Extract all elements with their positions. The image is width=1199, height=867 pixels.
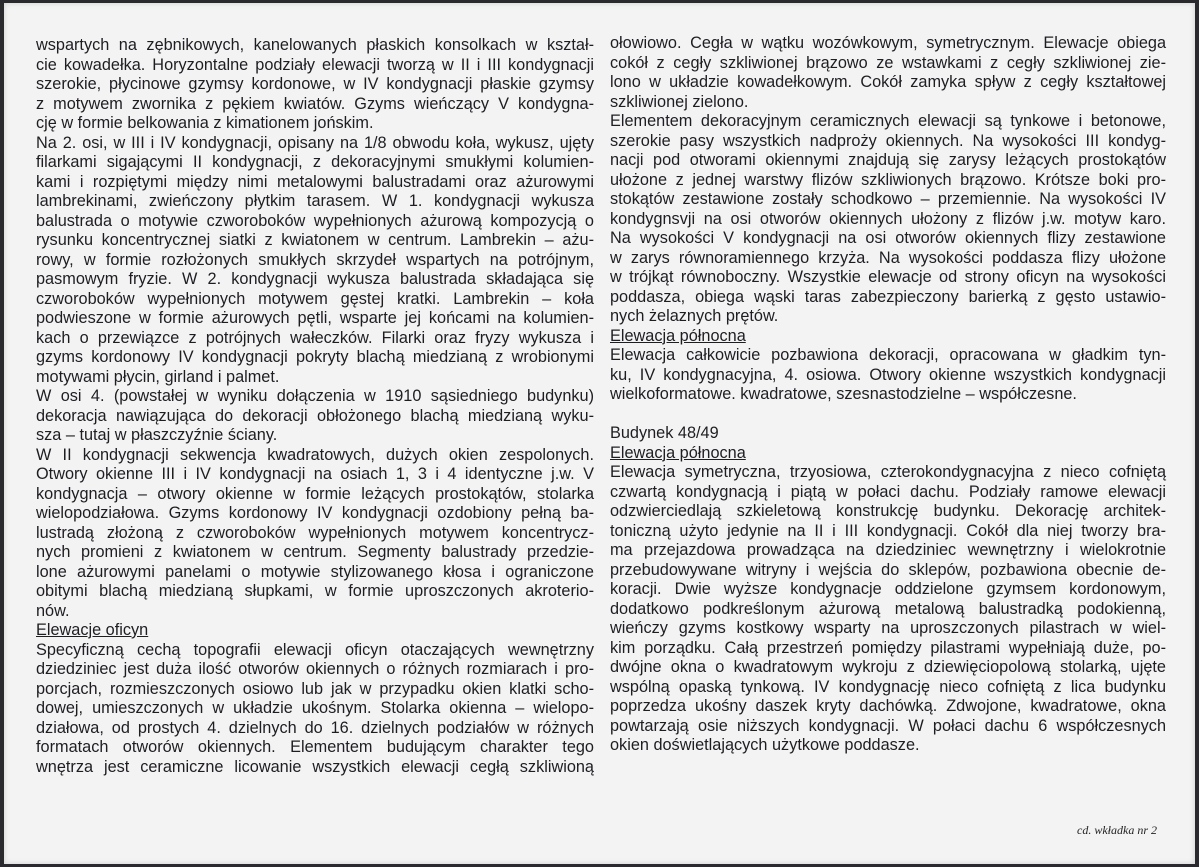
text-line: cie kowadełka. Horyzontalne podziały elewacji tworzą w II i III kondygnacji	[36, 55, 594, 74]
text-line: szerokie pasy wszystkich nadproży okiennych. Na wysokości III kondyg-	[610, 131, 1166, 150]
text-line: szerokie, płycinowe gzymsy kordonowe, w IV kondygnacji płaskie gzymsy	[36, 75, 594, 93]
text-line: kami i rozpiętymi między nimi metalowymi balustradami oraz ażurowymi	[36, 172, 594, 191]
text-line: przebudowywane witryny i wejścia do sklepów, pozbawiona obecnie de-	[610, 560, 1166, 579]
text-line: czwartą kondygnacją i piątą w połaci dachu. Podziały ramowe elewacji	[610, 482, 1166, 501]
paragraph-north-elevation	[610, 346, 1166, 405]
text-line: rowy, w formie rozłożonych smukłych skrzydeł wspartych na potrójnym,	[36, 250, 594, 269]
section-heading-north-elevation-48-49: Elewacja północna	[610, 443, 746, 462]
text-line: nych żelaznych prętów.	[610, 307, 779, 325]
section-heading-outbuildings: Elewacje oficyn	[36, 621, 149, 639]
text-line: ma przejazdowa prowadząca na dziedziniec wewnętrzny i wielokrotnie	[610, 541, 1166, 559]
text-line: nacji pod otworami okiennymi znajdują się zarysy leżących prostokątów	[610, 151, 1166, 169]
text-line: nych promieni z kwiatonem w centrum. Segmenty balustrady przedzie-	[36, 543, 594, 561]
text-line: działowa, od prostych 4. dzielnych do 16. dzielnych podziałów w różnych	[36, 718, 594, 737]
text-line: motywami płycin, girland i palmet.	[36, 367, 280, 386]
text-line: wspartych na zębnikowych, kanelowanych płaskich konsolkach w kształ-	[36, 36, 594, 54]
text-line: dodatkowo podkreślonym ażurową metalową balustradką podokienną,	[610, 599, 1166, 618]
text-line: Specyficzną cechą topografii elewacji oficyn otaczających wewnętrzny	[36, 640, 594, 659]
paragraph-axis-4	[36, 387, 594, 446]
text-line: powtarzają osie niższych kondygnacji. W połaci dachu 6 współczesnych	[610, 716, 1166, 735]
text-line: cokół z cegły szkliwionej brązowo ze wstawkami z cegły szkliwionej zie-	[610, 53, 1166, 72]
text-line: stokątów zestawione zostały schodkowo – przemiennie. Na wysokości IV	[610, 190, 1166, 208]
text-line: W II kondygnacji sekwencja kwadratowych, dużych okien zespolonych.	[36, 445, 594, 464]
text-line: odzwierciedlają szkieletową konstrukcję budynku. Dekorację architek-	[610, 502, 1166, 520]
paragraph-consoles	[36, 36, 594, 134]
text-line: balustrada o motywie czworoboków wypełnionych ażurową kompozycją o	[36, 211, 594, 230]
scanned-page	[4, 3, 1195, 864]
text-line: filarkami sigającymi II kondygnacji, z dekoracyjnymi smukłymi kolumien-	[36, 153, 594, 171]
text-line: cję w formie belkowania z kimationem jońskim.	[36, 114, 374, 132]
text-line: okien doświetlających użytkowe poddasze.	[610, 736, 920, 754]
text-line: Na 2. osi, w III i IV kondygnacji, opisany na 1/8 obwodu koła, wykusz, ujęty	[36, 133, 594, 152]
text-line: lustradą złożoną z czworoboków wypełnionych motywem koncentrycz-	[36, 523, 594, 542]
text-line: wielkoformatowe. kwadratowe, szesnastodzielne – współczesne.	[610, 385, 1077, 403]
text-line: podwieszone w formie ażurowych pętli, wsparte jej końcami na kolumien-	[36, 309, 594, 327]
continuation-note: cd. wkładka nr 2	[1077, 823, 1157, 837]
text-line: W osi 4. (powstałej w wyniku dołączenia w 1910 sąsiedniego budynku)	[36, 387, 594, 405]
text-line: w trójkąt równoboczny. Wszystkie elewacje od strony oficyn na wysokości	[610, 268, 1166, 286]
text-line: kach o przewiązce z potrójnych wałeczków. Filarki oraz fryzy wykusza i	[36, 328, 594, 347]
section-heading-north-elevation: Elewacja północna	[610, 326, 746, 345]
text-line: Elementem dekoracyjnym ceramicznych elewacji są tynkowe i betonowe,	[610, 112, 1166, 130]
text-line: wielopodziałowa. Gzyms kordonowy IV kondygnacji ozdobiony pełną ba-	[36, 504, 594, 522]
text-line: ołowiowo. Cegła w wątku wozówkowym, symetrycznym. Elewacje obiega	[610, 34, 1166, 52]
text-line: poprzedza ukośny daszek kryty dachówką. Zdwojone, kwadratowe, okna	[610, 697, 1166, 715]
text-line: dziedziniec jest duża ilość otworów okiennych o różnych rozmiarach i pro-	[36, 660, 594, 678]
text-line: lone ażurowymi panelami o motywie stylizowanego kłosa i ograniczone	[36, 562, 594, 581]
text-line: pasmowym fryzie. W 2. kondygnacji wykusza balustrada składająca się	[36, 270, 594, 288]
text-line: porcjach, rozmieszczonych osiowo lub jak w przypadku okien klatki scho-	[36, 679, 594, 698]
text-line: kim porządku. Całą przestrzeń pomiędzy pilastrami wypełniają duże, po-	[610, 638, 1166, 657]
text-line: sza – tutaj w płaszczyźnie ściany.	[36, 426, 278, 444]
text-line: koracji. Dwie wyższe kondygnacje oddzielone gzymsem kordonowym,	[610, 580, 1166, 598]
text-line: Na wysokości V kondygnacji na osi otworów okiennych flizy zestawione	[610, 229, 1166, 247]
text-line: Elewacja całkowicie pozbawiona dekoracji, opracowana w gładkim tyn-	[610, 346, 1166, 364]
text-line: dowej, umieszczonych w układzie ukośnym. Stolarka okienna – wielopo-	[36, 699, 594, 717]
left-text-column	[36, 36, 594, 777]
spacer	[610, 405, 1166, 425]
text-line: kondygnacja – otwory okienne w formie leżących prostokątów, stolarka	[36, 484, 594, 503]
text-line: nów.	[36, 601, 70, 620]
text-line: wspólną opaską tynkową. IV kondygnację nieco cofniętą z lica budynku	[610, 677, 1166, 696]
building-title: Budynek 48/49	[610, 424, 719, 442]
paragraph-brick	[610, 34, 1166, 112]
text-line: w zarys równoramiennego krzyża. Na wysokości poddasza flizy ułożone	[610, 248, 1166, 267]
paragraph-building-48-49	[610, 463, 1166, 756]
text-line: kondygnsvji na osi otworów okiennych ułożony z flizów j.w. motyw karo.	[610, 209, 1166, 228]
text-line: z motywem zwornika z pękiem kwiatów. Gzyms wieńczący V kondygna-	[36, 94, 594, 113]
text-line: gzyms kordonowy IV kondygnacji pokryty blachą miedzianą z wrobionymi	[36, 348, 594, 366]
text-line: toniczną użyto jedynie na II i III kondygnacji. Cokół dla niej tworzy bra-	[610, 521, 1166, 540]
text-line: Elewacja symetryczna, trzyosiowa, czterokondygnacyjna z nieco cofniętą	[610, 463, 1166, 481]
text-line: lambrekinami, zwieńczony płytkim tarasem. W 1. kondygnacji wykusza	[36, 192, 594, 210]
paragraph-outbuildings	[36, 641, 594, 778]
text-line: formatach otworów okiennych. Elementem budującym charakter tego	[36, 738, 594, 756]
text-line: ku, IV kondygnacyjna, 4. osiowa. Otwory okienne wszystkich kondygnacji	[610, 365, 1166, 384]
text-line: obitymi blachą miedzianą słupkami, w formie uproszczonych akroterio-	[36, 582, 594, 600]
text-line: poddasza, obiega wąski taras zabezpieczony barierką z gęsto ustawio-	[610, 287, 1166, 306]
text-line: lono w układzie kowadełkowym. Cokół zamyka spływ z cegły kształtowej	[610, 73, 1166, 91]
text-line: czworoboków wypełnionych motywem gęstej kratki. Lambrekin – koła	[36, 289, 594, 308]
text-line: dekoracja nawiązująca do dekoracji obłożonego blachą miedzianą wyku-	[36, 406, 594, 425]
right-text-column	[610, 34, 1166, 756]
paragraph-bay-window	[36, 134, 594, 388]
text-line: wnętrza jest ceramiczne licowanie wszystkich elewacji cegłą szkliwioną	[36, 757, 594, 776]
text-line: dwójne okna o kwadratowym wykroju z dziewięciopolową stolarką, ujęte	[610, 658, 1166, 676]
text-line: wieńczy gzyms kostkowy wsparty na uproszczonych pilastrach w wiel-	[610, 619, 1166, 637]
text-line: rysunku koncentrycznej siatki z kwiatonem w centrum. Lambrekin – ażu-	[36, 231, 594, 249]
paragraph-windows	[36, 446, 594, 622]
paragraph-ceramic-decoration	[610, 112, 1166, 327]
text-line: szkliwionej zielono.	[610, 92, 749, 111]
text-line: ułożone z jednej warstwy flizów szkliwionych brązowo. Krótsze boki pro-	[610, 170, 1166, 189]
text-line: Otwory okienne III i IV kondygnacji na osiach 1, 3 i 4 identyczne j.w. V	[36, 465, 594, 483]
